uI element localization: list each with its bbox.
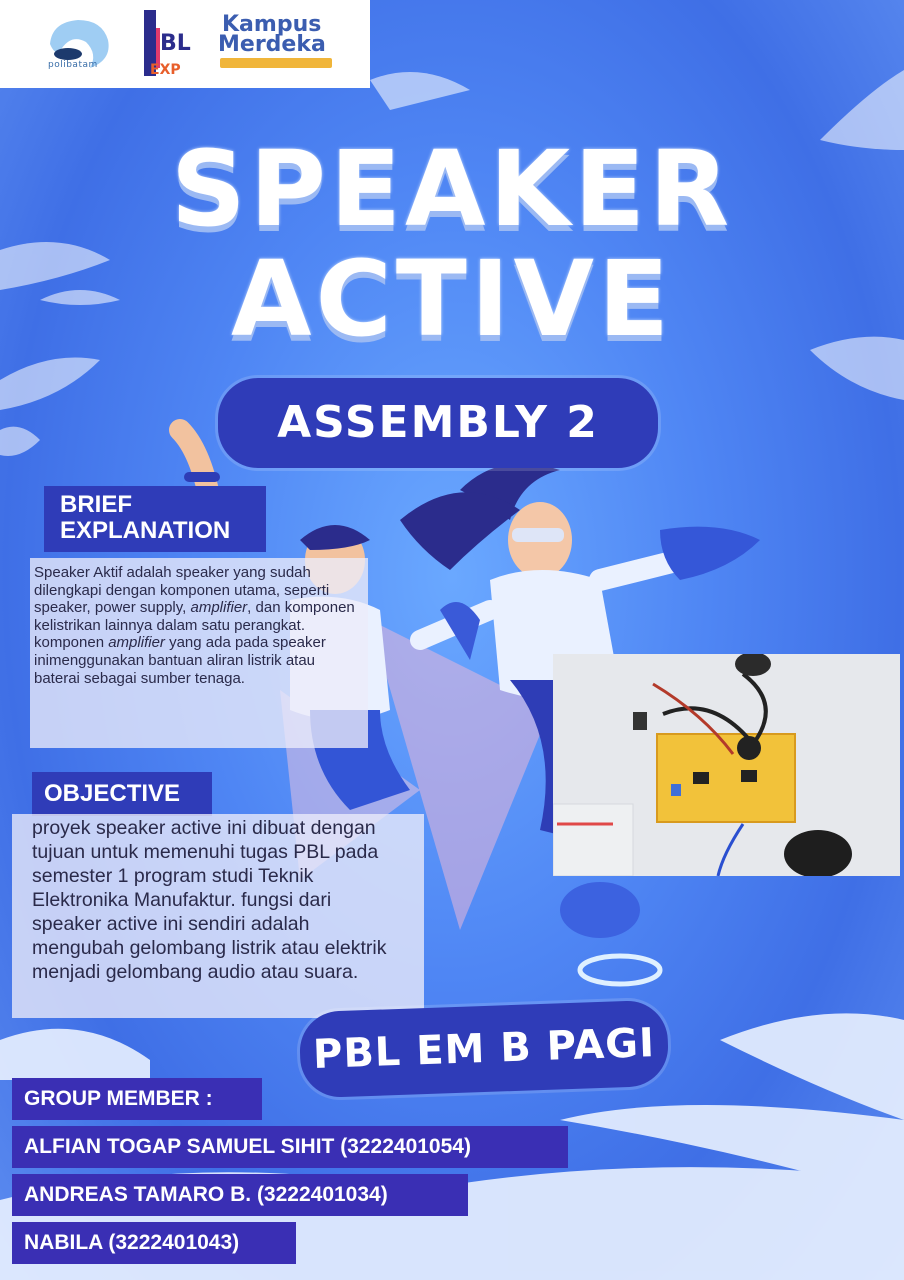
kampus-logo-line1: Kampus: [222, 12, 322, 37]
kampus-merdeka-logo: [214, 12, 362, 74]
brief-paragraph-1: [34, 564, 364, 634]
brief-text-1b: , dan komponen kelistrikan lainnya dalam satu perangkat.: [34, 599, 355, 634]
brief-panel: [30, 558, 368, 748]
brief-paragraph-2: [34, 634, 364, 687]
circuit-photo: [553, 654, 900, 876]
svg-text:BL: BL: [160, 31, 191, 56]
pbl-expo-logo: [138, 6, 204, 82]
title-line-1: SPEAKER: [170, 128, 734, 250]
objective-panel: [12, 814, 424, 1018]
logo-bar: [0, 0, 370, 88]
objective-heading: OBJECTIVE: [32, 772, 212, 816]
group-badge: PBL EM B PAGI: [299, 1000, 670, 1099]
brief-text-1-emphasis: amplifier: [190, 599, 248, 617]
title-line-2: ACTIVE: [231, 238, 673, 360]
brief-text-1a: Speaker Aktif adalah speaker yang sudah dilengkapi dengan komponen utama, seperti speaker, power supply,: [34, 564, 330, 617]
svg-text:EXP: EXP: [150, 62, 181, 78]
member-item: NABILA (3222401043): [12, 1222, 296, 1264]
polibatam-logo-text: polibatam: [48, 60, 98, 70]
brief-heading: BRIEF EXPLANATION: [44, 486, 266, 552]
kampus-logo-line2: Merdeka: [218, 32, 326, 57]
polibatam-logo: [42, 14, 120, 80]
kampus-logo-strip: [220, 58, 332, 68]
brief-text-2-emphasis: amplifier: [108, 634, 165, 652]
subtitle-badge: ASSEMBLY 2: [218, 378, 658, 468]
objective-text: proyek speaker active ini dibuat dengan tujuan untuk memenuhi tugas PBL pada semester 1 program studi Teknik Elektronika Manufaktur. fungsi dari speaker active ini sendiri adalah mengubah gelombang listrik atau elektrik menjadi gelombang audio atau suara.: [32, 817, 387, 983]
brief-text-2b: yang ada pada speaker inimenggunakan bantuan aliran listrik atau baterai sebagai sumber tenaga.: [34, 634, 326, 687]
member-item: ANDREAS TAMARO B. (3222401034): [12, 1174, 468, 1216]
brief-text-2a: komponen: [34, 634, 109, 652]
member-item: ALFIAN TOGAP SAMUEL SIHIT (3222401054): [12, 1126, 568, 1168]
members-heading: GROUP MEMBER :: [12, 1078, 262, 1120]
circuit-photo-drawing: [553, 654, 900, 876]
